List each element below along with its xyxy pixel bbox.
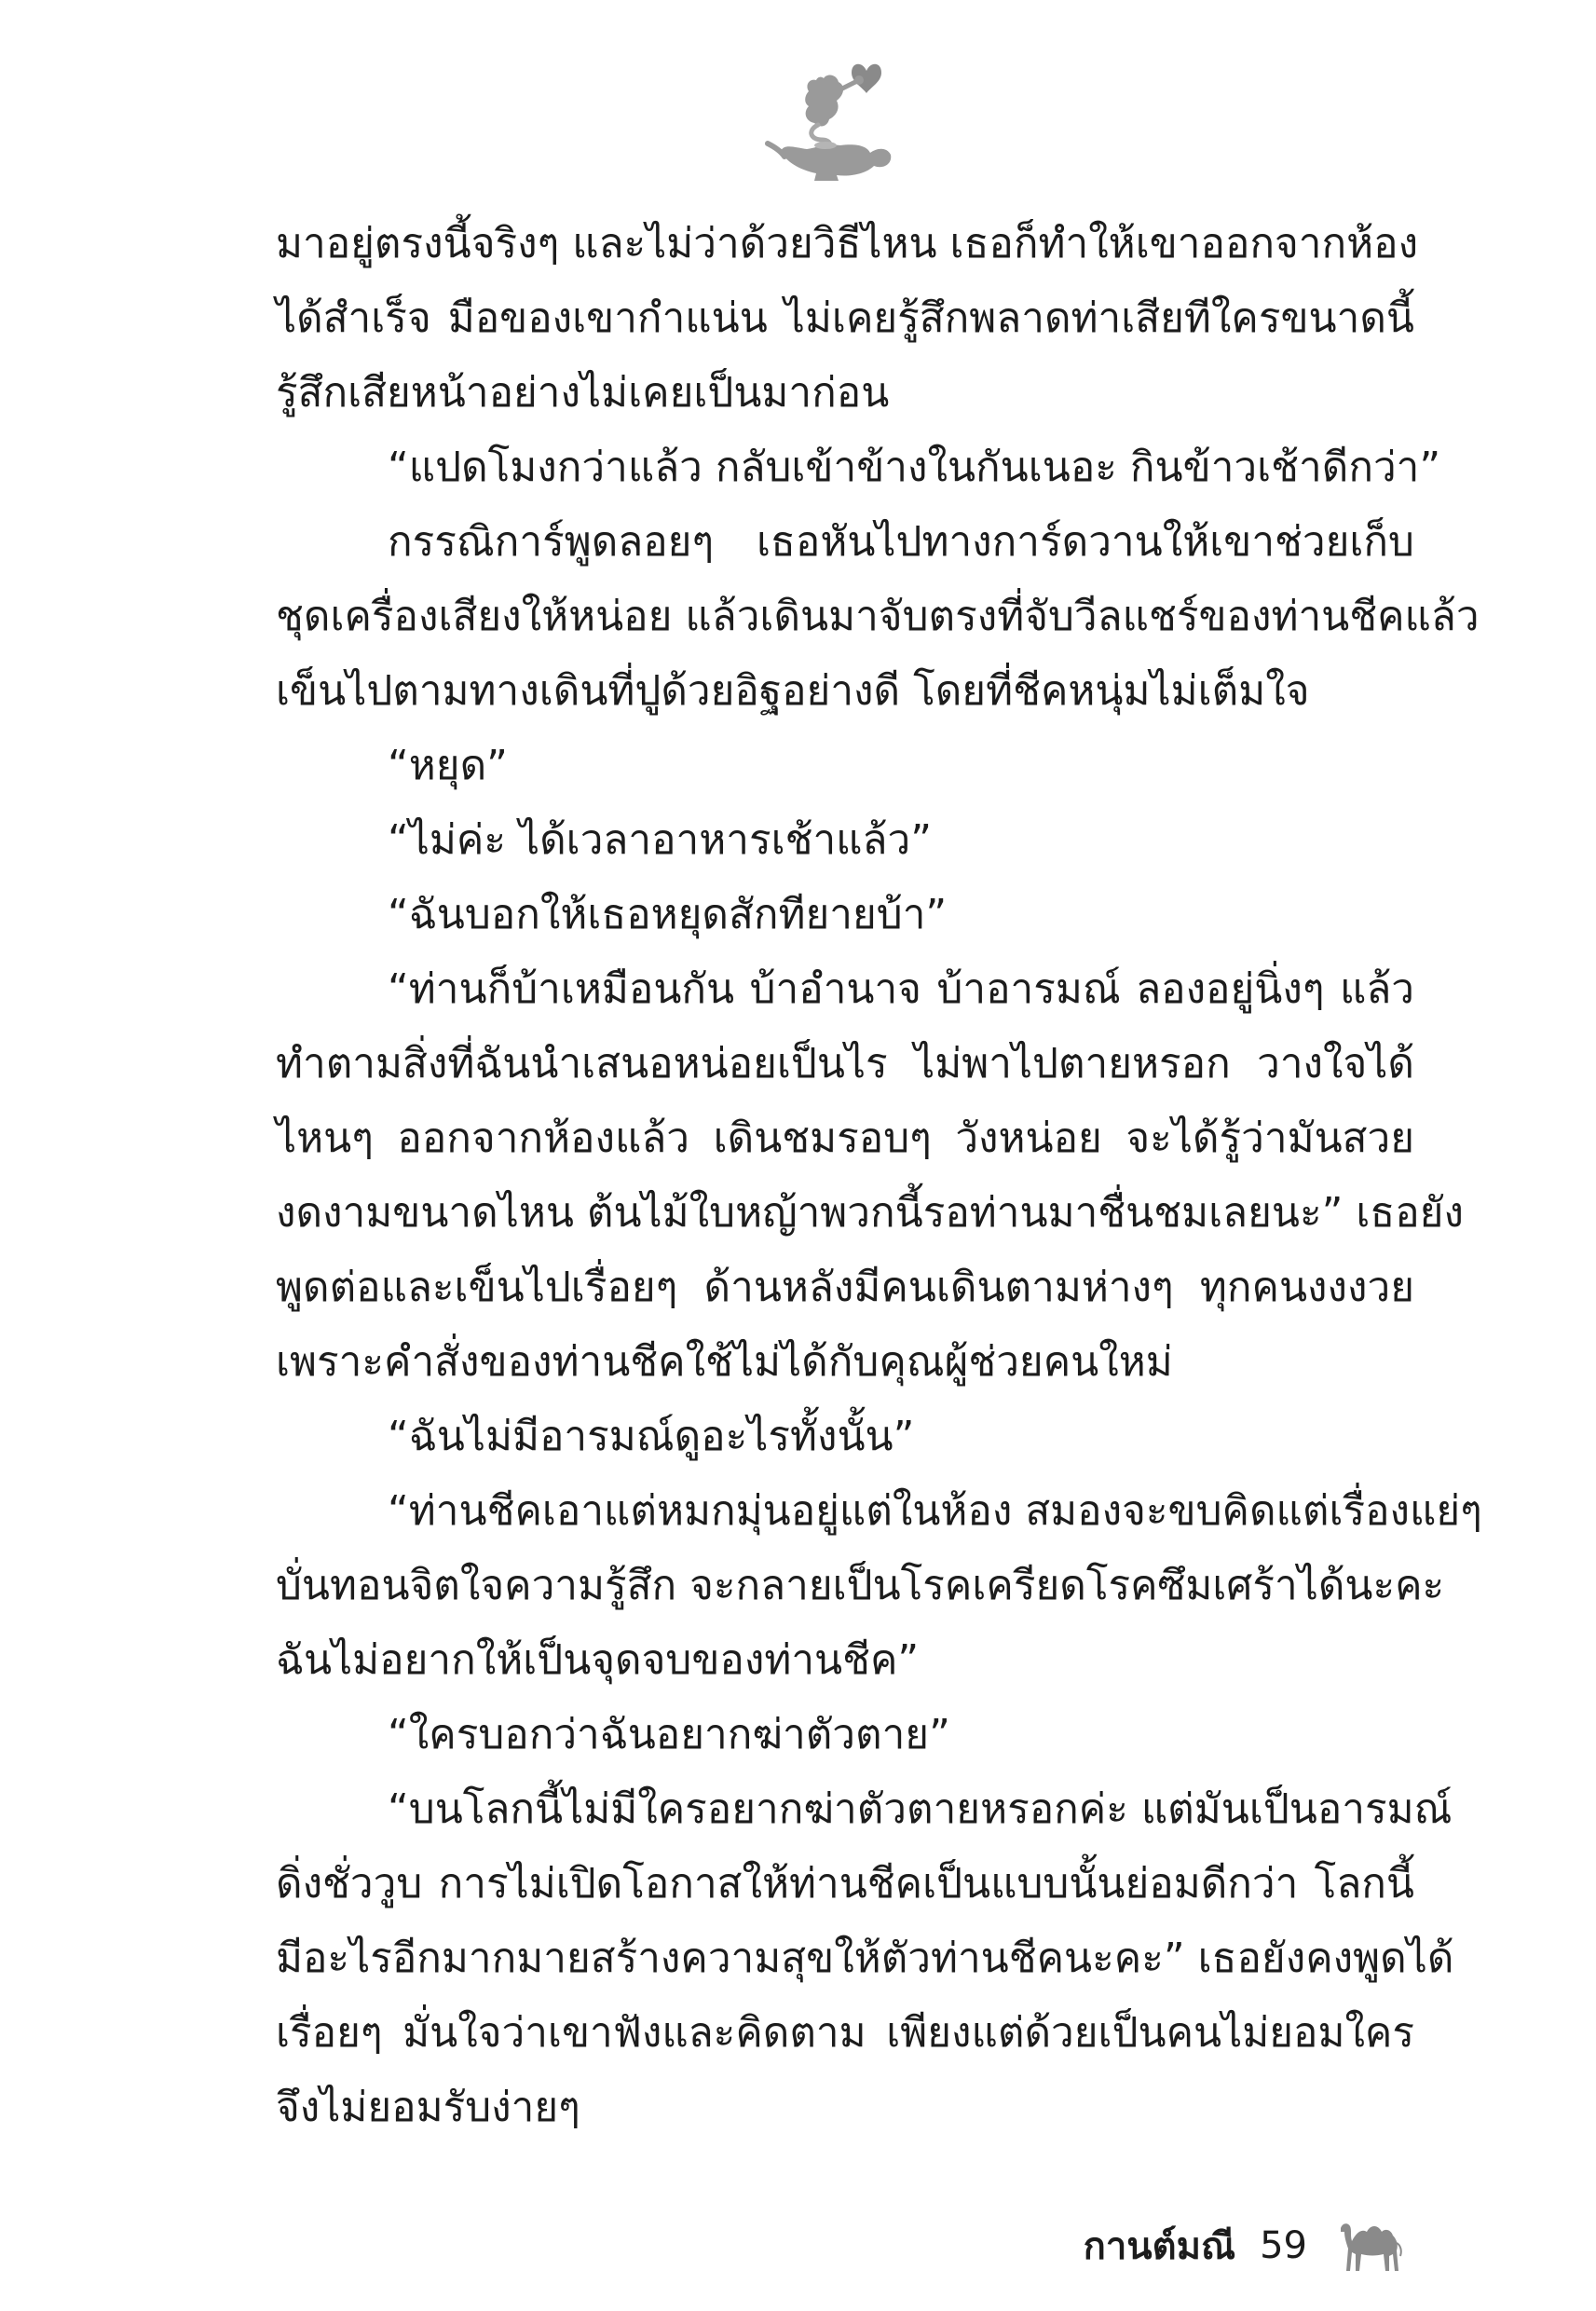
text-line: ทำตามสิ่งที่ฉันนำเสนอหน่อยเป็นไร ไม่พาไปตายหรอก วางใจได้ [276, 1040, 1414, 1087]
text-line: ไหนๆ ออกจากห้องแล้ว เดินชมรอบๆ วังหน่อย จะได้รู้ว่ามันสวย [276, 1114, 1414, 1162]
text-line: เพราะคำสั่งของท่านชีคใช้ไม่ได้กับคุณผู้ช่วยคนใหม่ [276, 1338, 1173, 1386]
book-title: กานต์มณี [1083, 2225, 1236, 2268]
text-line: ดิ่งชั่ววูบ การไม่เปิดโอกาสให้ท่านชีคเป็นแบบนั้นย่อมดีกว่า โลกนี้ [276, 1860, 1414, 1908]
text-line: กรรณิการ์พูดลอยๆ เธอหันไปทางการ์ดวานให้เขาช่วยเก็บ [388, 518, 1414, 566]
dialogue-line: “แปดโมงกว่าแล้ว กลับเข้าข้างในกันเนอะ กินข้าวเช้าดีกว่า” [388, 444, 1441, 491]
text-line: ชุดเครื่องเสียงให้หน่อย แล้วเดินมาจับตรงที่จับวีลแชร์ของท่านชีคแล้ว [276, 593, 1480, 640]
text-line: มาอยู่ตรงนี้จริงๆ และไม่ว่าด้วยวิธีไหน เธอก็ทำให้เขาออกจากห้อง [276, 220, 1419, 267]
dialogue-line: “ใครบอกว่าฉันอยากฆ่าตัวตาย” [388, 1711, 950, 1758]
text-line: ฉันไม่อยากให้เป็นจุดจบของท่านชีค” [276, 1636, 920, 1684]
genie-lamp-icon [762, 54, 902, 185]
text-line: มีอะไรอีกมากมายสร้างความสุขให้ตัวท่านชีคนะคะ” เธอยังคงพูดได้ [276, 1935, 1454, 1982]
camel-icon [1335, 2215, 1410, 2277]
dialogue-line: “ไม่ค่ะ ได้เวลาอาหารเช้าแล้ว” [388, 816, 933, 864]
text-line: ได้สำเร็จ มือของเขากำแน่น ไม่เคยรู้สึกพลาดท่าเสียทีใครขนาดนี้ [276, 294, 1414, 342]
dialogue-line: “บนโลกนี้ไม่มีใครอยากฆ่าตัวตายหรอกค่ะ แต่มันเป็นอารมณ์ [388, 1785, 1453, 1833]
text-line: จึงไม่ยอมรับง่ายๆ [276, 2084, 580, 2131]
dialogue-line: “หยุด” [388, 742, 508, 789]
text-line: บั่นทอนจิตใจความรู้สึก จะกลายเป็นโรคเครียดโรคซึมเศร้าได้นะคะ [276, 1562, 1445, 1609]
page-footer [1084, 2208, 1410, 2283]
page-number: 59 [1260, 2224, 1307, 2267]
dialogue-line: “ฉันบอกให้เธอหยุดสักทียายบ้า” [388, 891, 948, 938]
body-text [276, 207, 1482, 2145]
text-line: เรื่อยๆ มั่นใจว่าเขาฟังและคิดตาม เพียงแต่ด้วยเป็นคนไม่ยอมใคร [276, 2009, 1414, 2057]
dialogue-line: “ท่านชีคเอาแต่หมกมุ่นอยู่แต่ในห้อง สมองจะขบคิดแต่เรื่องแย่ๆ [388, 1487, 1482, 1535]
text-line: งดงามขนาดไหน ต้นไม้ใบหญ้าพวกนี้รอท่านมาชื่นชมเลยนะ” เธอยัง [276, 1189, 1464, 1237]
text-line: รู้สึกเสียหน้าอย่างไม่เคยเป็นมาก่อน [276, 369, 890, 417]
dialogue-line: “ท่านก็บ้าเหมือนกัน บ้าอำนาจ บ้าอารมณ์ ลองอยู่นิ่งๆ แล้ว [388, 965, 1414, 1013]
text-line: เข็นไปตามทางเดินที่ปูด้วยอิฐอย่างดี โดยที่ชีคหนุ่มไม่เต็มใจ [276, 667, 1310, 715]
dialogue-line: “ฉันไม่มีอารมณ์ดูอะไรทั้งนั้น” [388, 1413, 915, 1460]
text-line: พูดต่อและเข็นไปเรื่อยๆ ด้านหลังมีคนเดินตามห่างๆ ทุกคนงงงวย [276, 1264, 1414, 1311]
